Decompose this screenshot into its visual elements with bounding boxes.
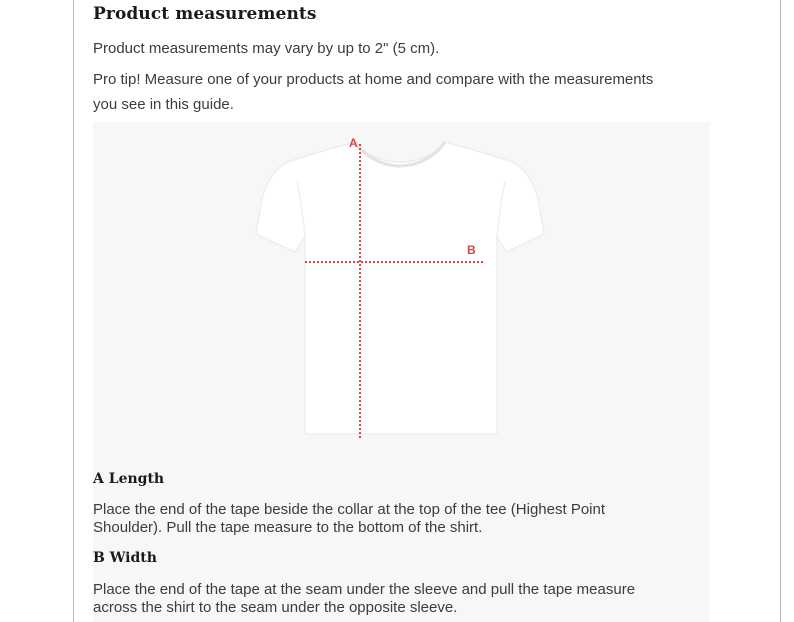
pro-tip-line-1: Pro tip! Measure one of your products at home and compare with the measurements	[93, 71, 654, 88]
page-title: Product measurements	[93, 4, 317, 24]
width-instructions-line-1: Place the end of the tape at the seam under the sleeve and pull the tape measure	[93, 581, 636, 598]
section-heading-length: A Length	[93, 471, 165, 487]
tshirt-shape	[256, 142, 544, 434]
label-a: A	[349, 136, 358, 150]
tshirt-illustration	[93, 122, 710, 622]
pro-tip-line-2: you see in this guide.	[93, 96, 234, 113]
variance-note: Product measurements may vary by up to 2" (5 cm).	[93, 40, 440, 57]
section-heading-width: B Width	[93, 550, 157, 566]
label-b: B	[467, 243, 476, 257]
length-instructions-line-1: Place the end of the tape beside the collar at the top of the tee (Highest Point	[93, 501, 606, 518]
width-instructions-line-2: across the shirt to the seam under the opposite sleeve.	[93, 599, 458, 616]
length-instructions-line-2: Shoulder). Pull the tape measure to the bottom of the shirt.	[93, 519, 483, 536]
measurement-diagram	[93, 122, 710, 622]
